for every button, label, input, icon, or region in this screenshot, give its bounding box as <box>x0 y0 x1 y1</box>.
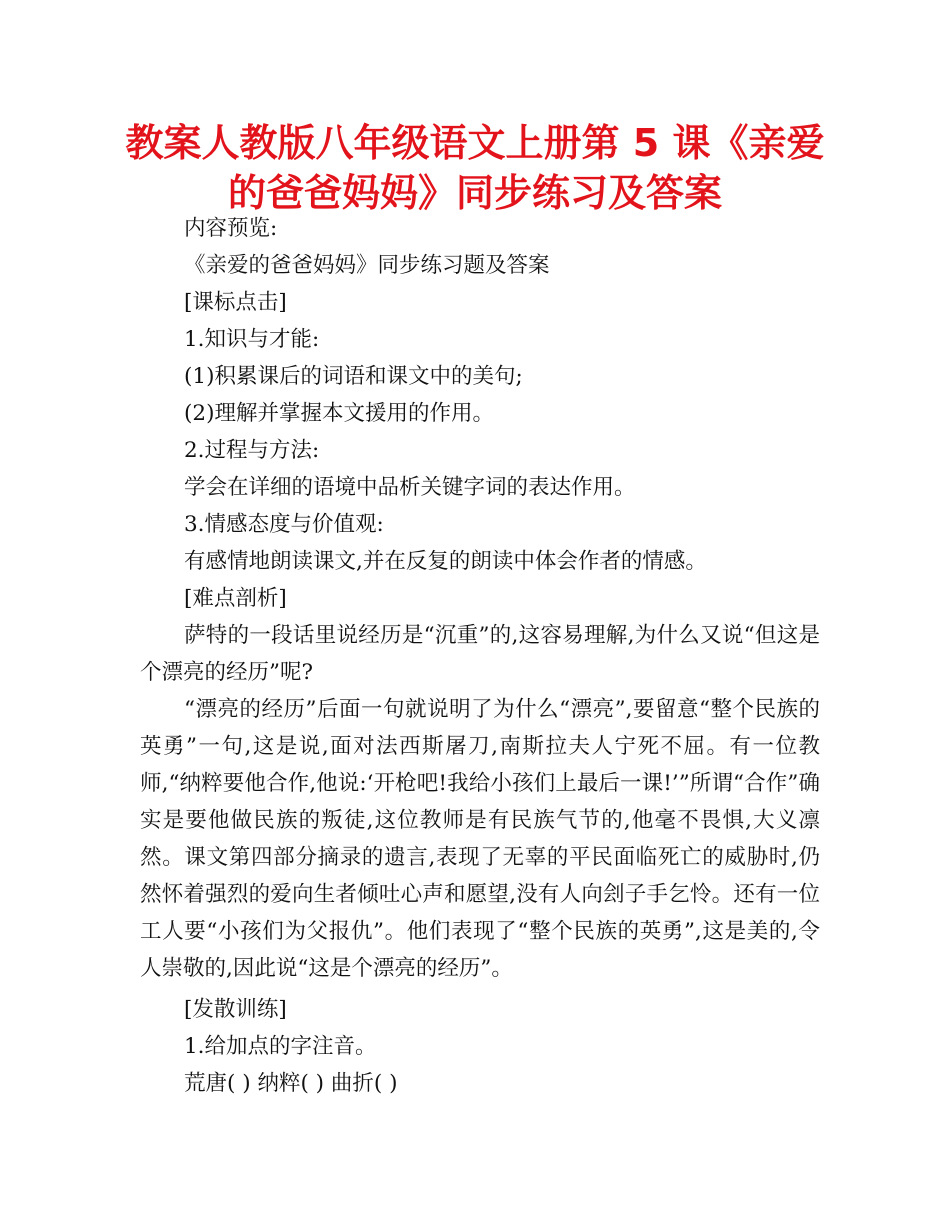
item3-heading: 3.情感态度与价值观: <box>184 512 384 537</box>
item1-heading: 1.知识与才能: <box>184 327 320 352</box>
item1-sub1: (1)积累课后的词语和课文中的美句; <box>184 364 523 389</box>
preview-label: 内容预览: <box>184 216 278 241</box>
section-standards-heading: [课标点击] <box>184 290 287 315</box>
difficulty-answer: “漂亮的经历”后面一句就说明了为什么“漂亮”,要留意“整个民族的英勇”一句,这是说,面对法西斯屠刀,南斯拉夫人宁死不屈。有一位教师,“纳粹要他合作,他说:‘开枪吧!我给小孩们上最后一课!’”所谓“合作”确实是要他做民族的叛徒,这位教师是有民族气节的,他毫不畏惧,大义凛然。课文第四部分摘录的遗言,表现了无辜的平民面临死亡的威胁时,仍然怀着强烈的爱向生者倾吐心声和愿望,没有人向刽子手乞怜。还有一位工人要“小孩们为父报仇”。他们表现了“整个民族的英勇”,这是美的,令人崇敬的,因此说“这是个漂亮的经历”。 <box>140 697 820 981</box>
item2-heading: 2.过程与方法: <box>184 438 320 463</box>
item3-text: 有感情地朗读课文,并在反复的朗读中体会作者的情感。 <box>184 549 707 574</box>
section-training-heading: [发散训练] <box>184 997 287 1022</box>
document-body <box>140 210 820 1102</box>
section-difficulty-heading: [难点剖析] <box>184 586 287 611</box>
document-title <box>100 118 850 218</box>
title-line-1: 教案人教版八年级语文上册第 5 课《亲爱 <box>125 121 825 165</box>
title-line-2: 的爸爸妈妈》同步练习及答案 <box>227 171 722 215</box>
exercise-1: 1.给加点的字注音。 <box>184 1034 377 1059</box>
item2-text: 学会在详细的语境中品析关键字词的表达作用。 <box>184 475 636 500</box>
difficulty-question: 萨特的一段话里说经历是“沉重”的,这容易理解,为什么又说“但这是个漂亮的经历”呢? <box>140 623 820 685</box>
exercise-1-items: 荒唐( ) 纳粹( ) 曲折( ) <box>184 1071 398 1096</box>
subtitle: 《亲爱的爸爸妈妈》同步练习题及答案 <box>184 253 550 278</box>
item1-sub2: (2)理解并掌握本文援用的作用。 <box>184 401 494 426</box>
